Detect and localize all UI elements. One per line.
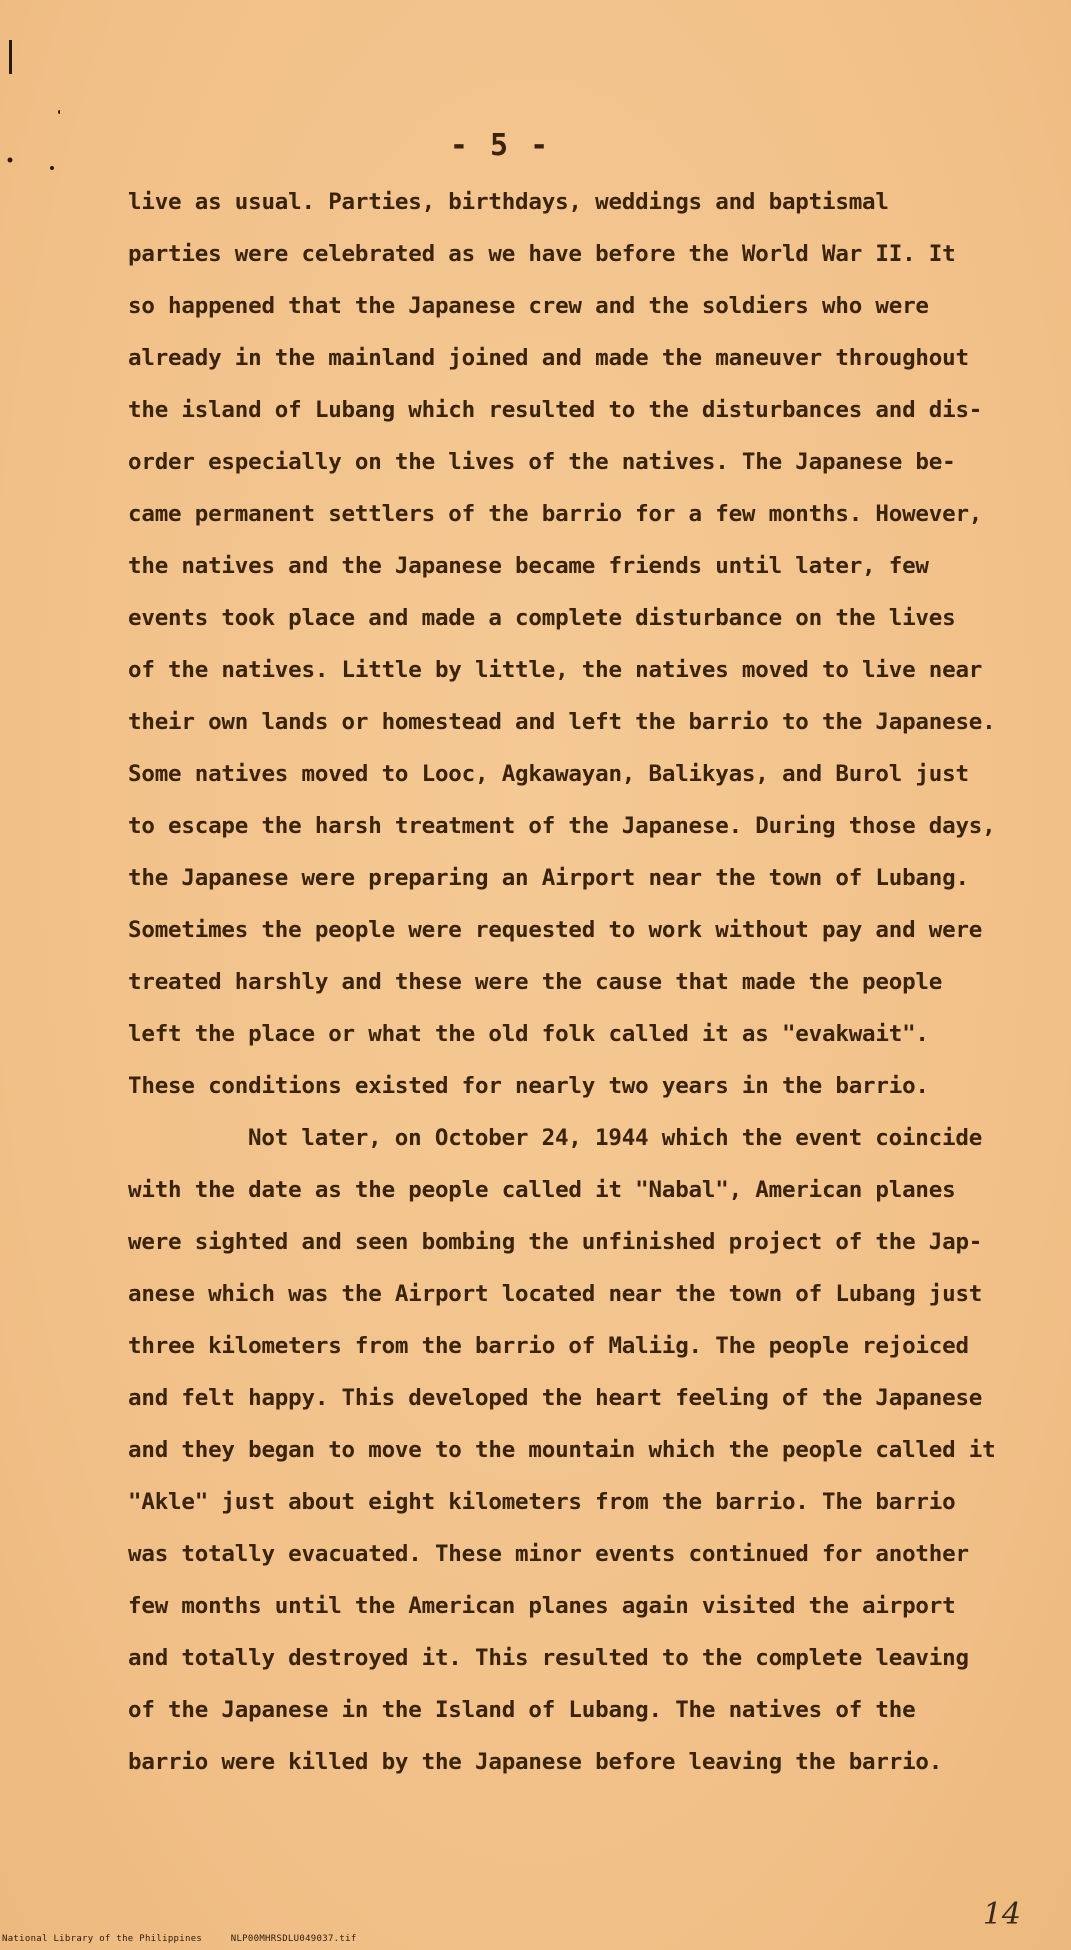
text-line: few months until the American planes again visited the airport (128, 1593, 956, 1619)
text-line: of the natives. Little by little, the natives moved to live near (128, 657, 983, 683)
margin-specks (0, 0, 60, 200)
text-line: These conditions existed for nearly two years in the barrio. (128, 1073, 929, 1099)
text-line: Some natives moved to Looc, Agkawayan, Balikyas, and Burol just (128, 761, 969, 787)
text-line: the Japanese were preparing an Airport near the town of Lubang. (128, 865, 969, 891)
text-line: the natives and the Japanese became friends until later, few (128, 553, 929, 579)
text-line: so happened that the Japanese crew and the soldiers who were (128, 293, 929, 319)
text-line: left the place or what the old folk called it as "evakwait". (128, 1021, 929, 1047)
text-line: and they began to move to the mountain which the people called it (128, 1437, 996, 1463)
archive-footer: National Library of the Philippines NLP00MHRSDLU049037.tif (2, 1934, 357, 1944)
text-line: "Akle" just about eight kilometers from the barrio. The barrio (128, 1489, 956, 1515)
paragraph-start-line: Not later, on October 24, 1944 which the event coincide (248, 1125, 983, 1151)
text-line: barrio were killed by the Japanese before leaving the barrio. (128, 1749, 943, 1775)
text-line: treated harshly and these were the cause that made the people (128, 969, 943, 995)
handwritten-page-number: 14 (982, 1897, 1021, 1932)
text-line: came permanent settlers of the barrio for a few months. However, (128, 501, 983, 527)
body-text (128, 176, 996, 1788)
text-line: events took place and made a complete disturbance on the lives (128, 605, 956, 631)
text-line: and felt happy. This developed the heart feeling of the Japanese (128, 1385, 983, 1411)
text-line: Sometimes the people were requested to work without pay and were (128, 917, 983, 943)
text-line: already in the mainland joined and made the maneuver throughout (128, 345, 969, 371)
page-number: - 5 - (449, 128, 551, 163)
text-line: the island of Lubang which resulted to the disturbances and dis- (128, 397, 983, 423)
text-line: of the Japanese in the Island of Lubang. The natives of the (128, 1697, 916, 1723)
text-line: anese which was the Airport located near the town of Lubang just (128, 1281, 983, 1307)
text-line: order especially on the lives of the natives. The Japanese be- (128, 449, 956, 475)
text-line: live as usual. Parties, birthdays, weddings and baptismal (128, 189, 889, 215)
text-line: and totally destroyed it. This resulted to the complete leaving (128, 1645, 969, 1671)
text-line: to escape the harsh treatment of the Japanese. During those days, (128, 813, 996, 839)
text-line: three kilometers from the barrio of Maliig. The people rejoiced (128, 1333, 969, 1359)
text-line: was totally evacuated. These minor events continued for another (128, 1541, 969, 1567)
text-line: parties were celebrated as we have before the World War II. It (128, 241, 956, 267)
text-line: their own lands or homestead and left the barrio to the Japanese. (128, 709, 996, 735)
text-line: were sighted and seen bombing the unfinished project of the Jap- (128, 1229, 983, 1255)
text-line: with the date as the people called it "Nabal", American planes (128, 1177, 956, 1203)
